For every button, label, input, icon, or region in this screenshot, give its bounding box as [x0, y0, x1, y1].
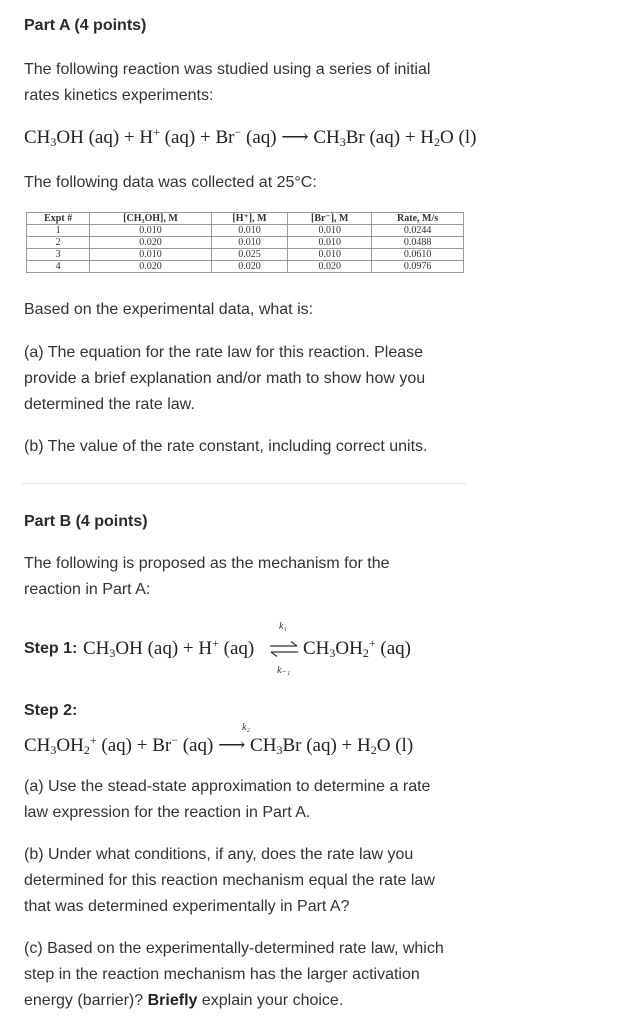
- table-cell: 0.020: [90, 237, 211, 249]
- section-divider: [22, 483, 466, 484]
- table-cell: 0.0244: [372, 225, 464, 237]
- part-a-qa-line3: determined the rate law.: [24, 396, 195, 413]
- step1-reactants: $CH_3OH$ (aq) + H+ (aq): [83, 636, 255, 660]
- part-b-qa-line2: law expression for the reaction in Part A.: [24, 804, 311, 821]
- table-cell: 0.010: [211, 237, 288, 249]
- table-header: [Br⁻], M: [288, 213, 372, 225]
- table-cell: 0.020: [288, 261, 372, 273]
- table-cell: 4: [27, 261, 90, 273]
- kinetics-data-table: [26, 212, 464, 273]
- table-cell: 0.010: [288, 237, 372, 249]
- table-header-row: [27, 213, 464, 225]
- qc-line3-bold: Briefly: [147, 992, 198, 1009]
- step2-equation: $CH_3OH_2^+$ (aq) + Br− (aq) ⟶ $CH_3Br$ $(aq) + H_2O$ (l): [24, 733, 414, 757]
- part-b-intro-line1: The following is proposed as the mechanism for the: [24, 555, 390, 572]
- part-a-intro-line1: The following reaction was studied using a series of initial: [24, 61, 431, 78]
- table-row: [27, 261, 464, 273]
- table-cell: 2: [27, 237, 90, 249]
- data-intro: The following data was collected at 25°C:: [24, 174, 317, 191]
- table-header: Expt #: [27, 213, 90, 225]
- table-header: [H⁺], M: [211, 213, 288, 225]
- table-cell: 0.010: [90, 249, 211, 261]
- part-b-qa-line1: (a) Use the stead-state approximation to determine a rate: [24, 778, 431, 795]
- part-b-qc-line2: step in the reaction mechanism has the larger activation: [24, 966, 420, 983]
- table-cell: 0.025: [211, 249, 288, 261]
- table-cell: 1: [27, 225, 90, 237]
- table-cell: 0.020: [90, 261, 211, 273]
- part-a-qb: (b) The value of the rate constant, including correct units.: [24, 438, 428, 455]
- part-a-heading: Part A (4 points): [24, 17, 147, 34]
- part-b-intro-line2: reaction in Part A:: [24, 581, 151, 598]
- rate-constant-k-minus1: k₋₁: [277, 665, 291, 676]
- reaction-equation: $CH_3OH$ (aq) + H+ (aq) + Br− (aq) ⟶ $CH_3Br$ $(aq) + H_2O$ (l): [24, 125, 477, 149]
- table-header: Rate, M/s: [372, 213, 464, 225]
- table-cell: 0.010: [211, 225, 288, 237]
- qc-line3-pre: energy (barrier)?: [24, 992, 148, 1009]
- part-b-qc-line3: [24, 988, 343, 1014]
- table-cell: 0.010: [90, 225, 211, 237]
- step2-label: Step 2:: [24, 702, 78, 719]
- table-cell: 0.0488: [372, 237, 464, 249]
- qc-line3-post: explain your choice.: [197, 992, 344, 1009]
- part-a-intro-line2: rates kinetics experiments:: [24, 87, 214, 104]
- table-cell: 0.0610: [372, 249, 464, 261]
- part-b-qb-line2: determined for this reaction mechanism equal the rate law: [24, 872, 435, 889]
- table-row: [27, 225, 464, 237]
- part-b-qc-line1: (c) Based on the experimentally-determined rate law, which: [24, 940, 444, 957]
- table-cell: 3: [27, 249, 90, 261]
- part-b-qb-line3: that was determined experimentally in Part A?: [24, 898, 350, 915]
- part-b-qb-line1: (b) Under what conditions, if any, does the rate law you: [24, 846, 414, 863]
- rate-constant-k2: k₂: [242, 722, 250, 733]
- step1-label: Step 1:: [24, 640, 78, 657]
- equilibrium-arrow-icon: [268, 640, 300, 658]
- table-cell: 0.020: [211, 261, 288, 273]
- table-cell: 0.0976: [372, 261, 464, 273]
- part-a-question: Based on the experimental data, what is:: [24, 301, 314, 318]
- part-a-qa-line1: (a) The equation for the rate law for this reaction. Please: [24, 344, 424, 361]
- table-row: [27, 237, 464, 249]
- table-row: [27, 249, 464, 261]
- part-b-heading: Part B (4 points): [24, 513, 148, 530]
- rate-constant-k1: k₁: [279, 621, 287, 632]
- part-a-qa-line2: provide a brief explanation and/or math to show how you: [24, 370, 426, 387]
- step1-products: $CH_3OH_2^+$ (aq): [303, 636, 411, 660]
- table-cell: 0.010: [288, 249, 372, 261]
- table-cell: 0.010: [288, 225, 372, 237]
- table-header: [CH₃OH], M: [90, 213, 211, 225]
